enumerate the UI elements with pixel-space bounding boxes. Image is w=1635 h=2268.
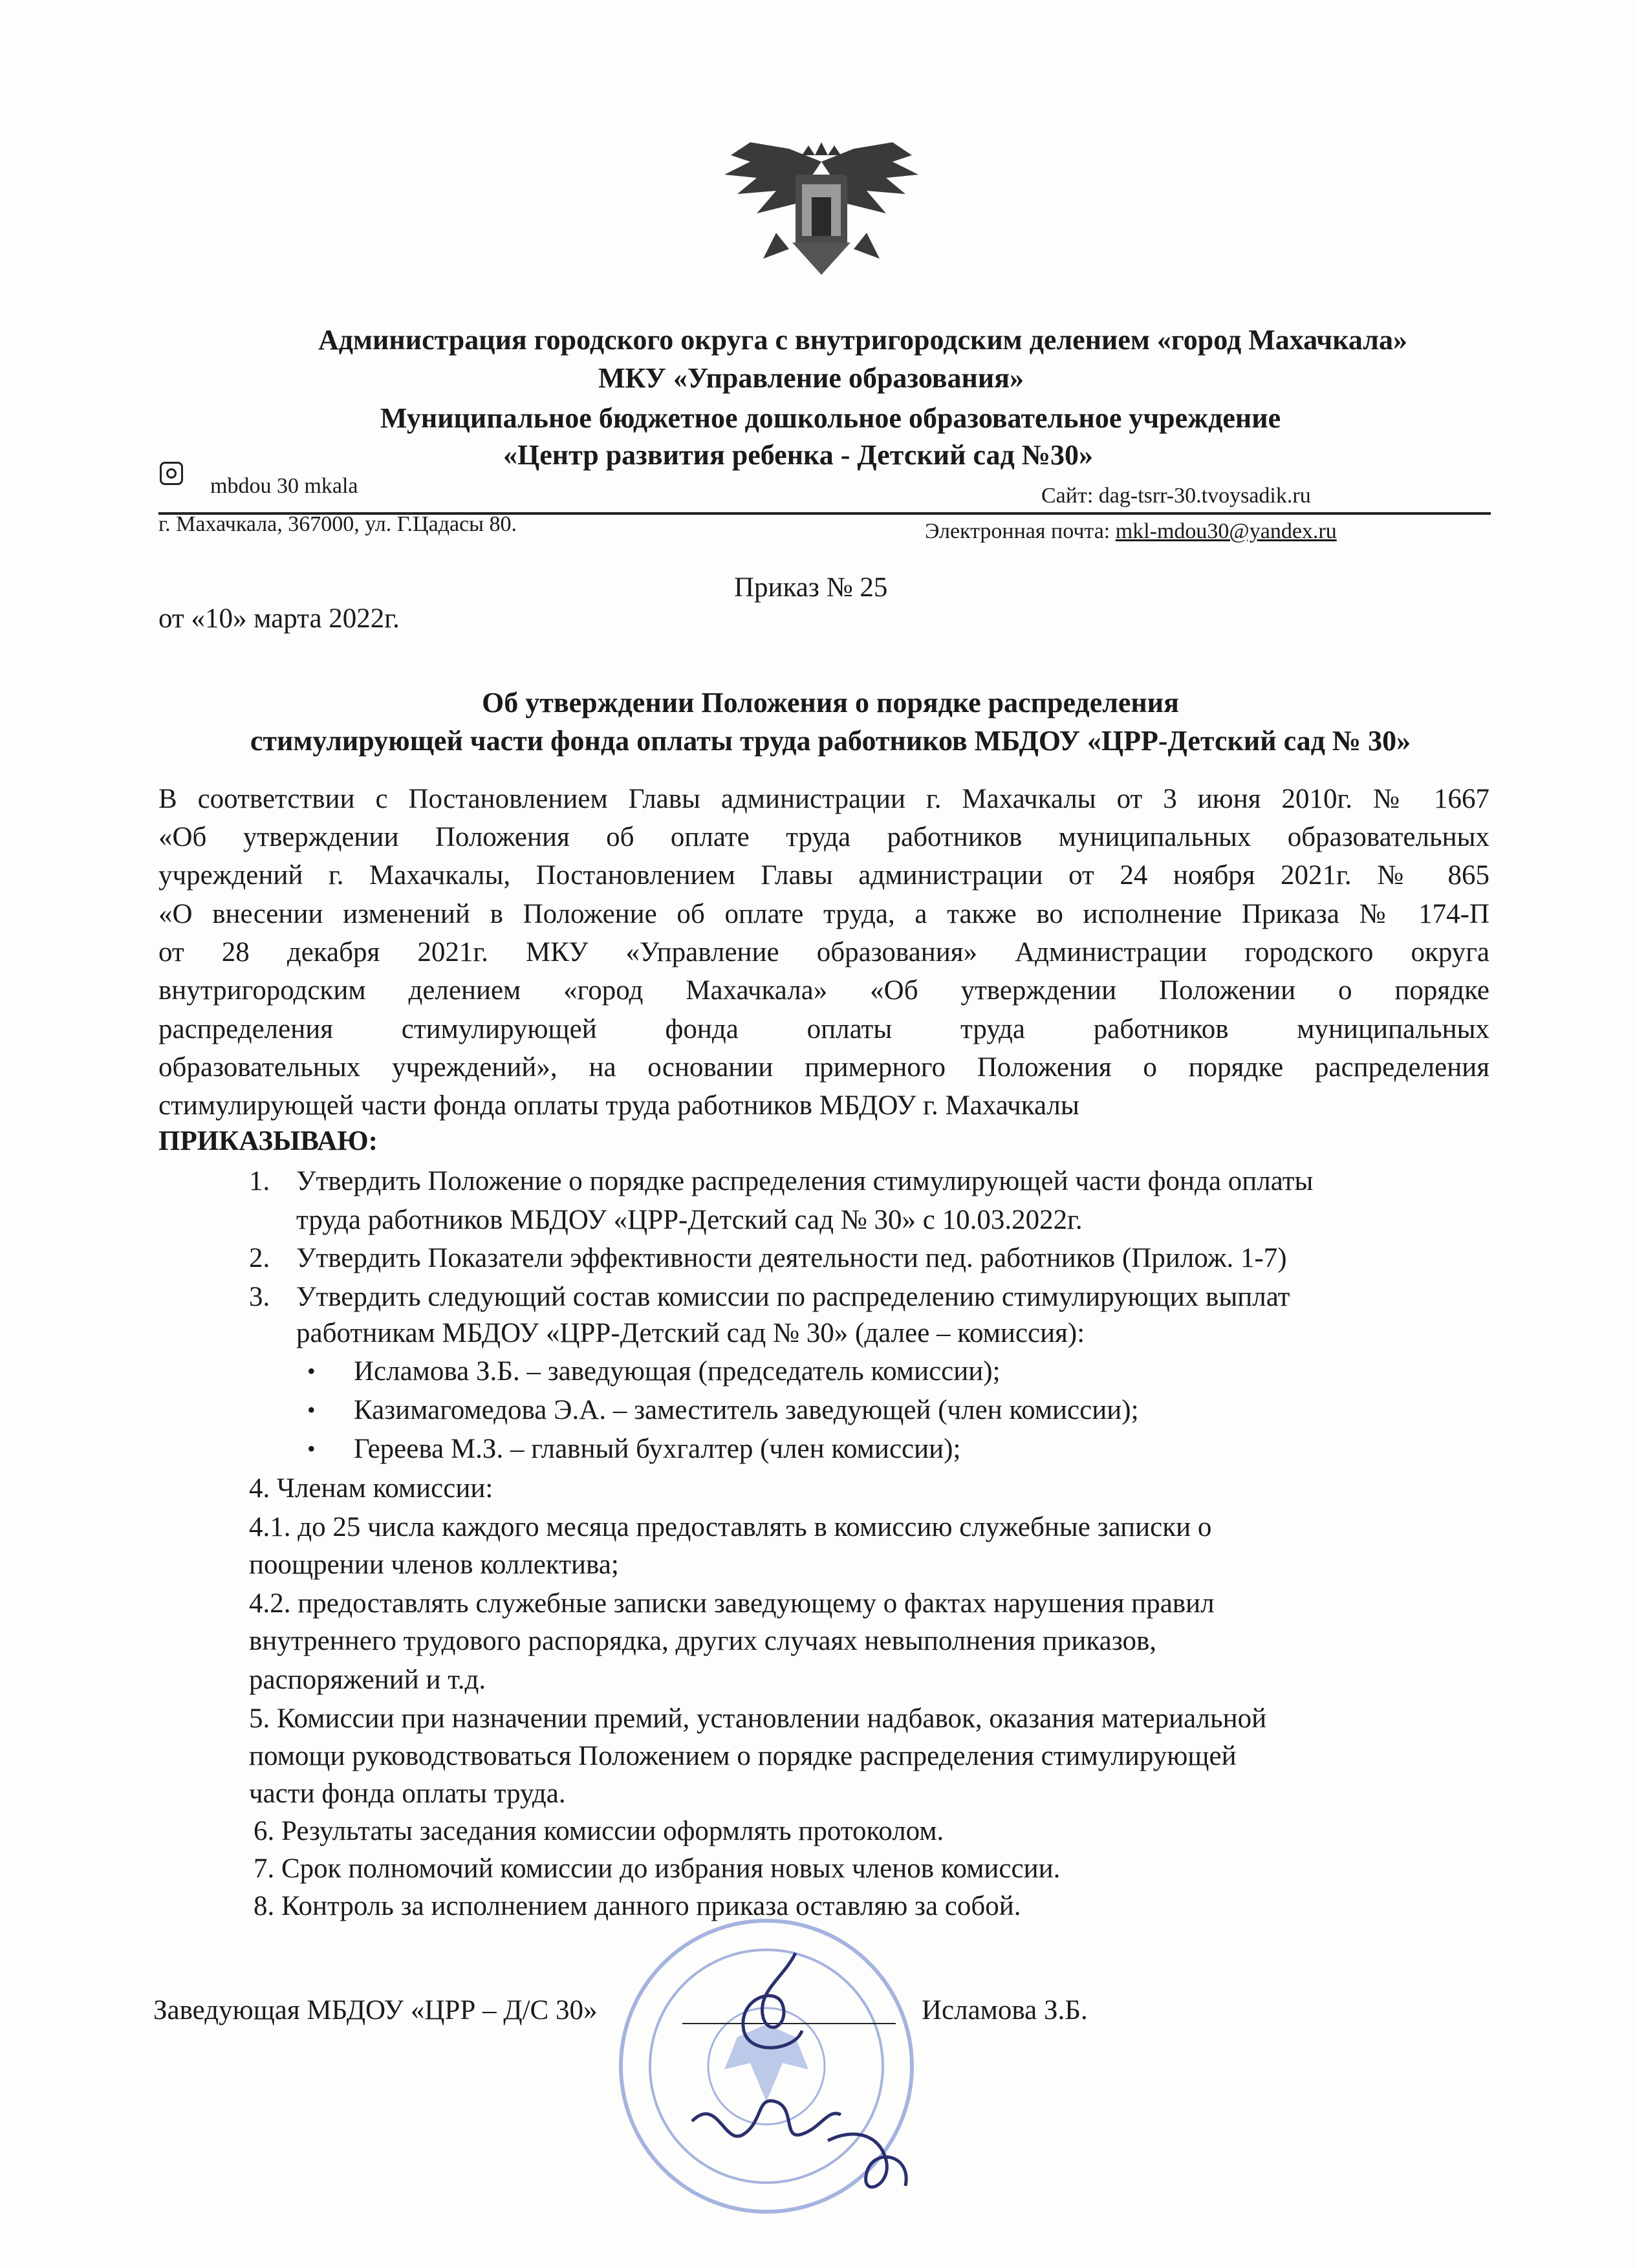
item-5-line: помощи руководствоваться Положением о порядке распределения стимулирующей	[249, 1741, 1237, 1771]
signature-position: Заведующая МБДОУ «ЦРР – Д/С 30»	[153, 1995, 598, 2025]
preamble-line: от 28 декабря 2021г. МКУ «Управление образования» Администрации городского округа	[158, 937, 1489, 967]
email-label: Электронная почта:	[925, 519, 1110, 543]
email-link[interactable]: mkl-mdou30@yandex.ru	[1115, 519, 1337, 543]
member-item: Исламова З.Б. – заведующая (председатель комиссии);	[354, 1356, 1001, 1387]
item-8: 8. Контроль за исполнением данного приказа оставляю за собой.	[254, 1891, 1021, 1921]
preamble-line: образовательных учреждений», на основании примерного Положения о порядке распределения	[158, 1052, 1489, 1083]
header-department: МКУ «Управление образования»	[598, 362, 1024, 394]
preamble-line: В соответствии с Постановлением Главы администрации г. Махачкалы от 3 июня 2010г. № 1667	[158, 784, 1489, 814]
item-4-2-line: внутреннего трудового распорядка, других случаях невыполнения приказов,	[249, 1626, 1157, 1656]
address: г. Махачкала, 367000, ул. Г.Цадасы 80.	[158, 512, 517, 536]
item-3-line1: Утвердить следующий состав комиссии по распределению стимулирующих выплат	[296, 1282, 1290, 1312]
site-label: Сайт:	[1041, 484, 1094, 508]
preamble-line: «О внесении изменений в Положение об оплате труда, а также во исполнение Приказа № 174-П	[158, 899, 1489, 929]
site-link[interactable]: dag-tsrr-30.tvoysadik.ru	[1098, 484, 1311, 508]
item-1-line2: труда работников МБДОУ «ЦРР-Детский сад № 30» с 10.03.2022г.	[296, 1205, 1083, 1235]
item-2-line1: Утвердить Показатели эффективности деятельности пед. работников (Прилож. 1-7)	[296, 1243, 1287, 1273]
preamble-line: внутригородским делением «город Махачкала» «Об утверждении Положении о порядке	[158, 975, 1489, 1006]
order-title-line2: стимулирующей части фонда оплаты труда работников МБДОУ «ЦРР-Детский сад № 30»	[250, 725, 1411, 757]
item-number: 3.	[249, 1282, 270, 1312]
item-6: 6. Результаты заседания комиссии оформлять протоколом.	[254, 1816, 944, 1846]
item-4-1-line: 4.1. до 25 числа каждого месяца предоставлять в комиссию служебные записки о	[249, 1512, 1212, 1542]
item-3-line2: работникам МБДОУ «ЦРР-Детский сад № 30» (далее – комиссия):	[296, 1318, 1085, 1348]
email-line	[925, 519, 1337, 544]
item-1-line1: Утвердить Положение о порядке распределения стимулирующей части фонда оплаты	[296, 1166, 1314, 1196]
bullet-icon: •	[307, 1436, 316, 1462]
signature-name: Исламова З.Б.	[922, 1995, 1088, 2025]
preamble-line: учреждений г. Махачкалы, Постановлением Главы администрации от 24 ноября 2021г. № 865	[158, 860, 1489, 891]
site-line	[1041, 484, 1311, 508]
instagram-icon	[160, 462, 183, 485]
member-item: Гереева М.З. – главный бухгалтер (член комиссии);	[354, 1434, 961, 1464]
member-item: Казимагомедова Э.А. – заместитель заведующей (член комиссии);	[354, 1395, 1139, 1425]
order-title-line1: Об утверждении Положения о порядке распределения	[482, 687, 1179, 718]
preamble-line: стимулирующей части фонда оплаты труда работников МБДОУ г. Махачкалы	[158, 1090, 1079, 1121]
item-7: 7. Срок полномочий комиссии до избрания новых членов комиссии.	[254, 1853, 1061, 1884]
order-word: ПРИКАЗЫВАЮ:	[158, 1126, 378, 1156]
item-5-line: 5. Комиссии при назначении премий, установлении надбавок, оказания материальной	[249, 1703, 1267, 1734]
handwritten-signature-icon	[666, 1940, 938, 2218]
header-institution-name: «Центр развития ребенка - Детский сад №30»	[503, 439, 1093, 471]
order-date: от «10» марта 2022г.	[158, 603, 400, 634]
order-number: Приказ № 25	[734, 572, 888, 603]
bullet-icon: •	[307, 1358, 316, 1384]
item-4-1-line: поощрении членов коллектива;	[249, 1550, 619, 1580]
item-4-2-line: распоряжений и т.д.	[249, 1665, 486, 1695]
preamble-line: «Об утверждении Положения об оплате труда работников муниципальных образовательных	[158, 822, 1489, 852]
item-4: 4. Членам комиссии:	[249, 1473, 493, 1504]
item-5-line: части фонда оплаты труда.	[249, 1778, 566, 1809]
instagram-handle: mbdou 30 mkala	[210, 474, 358, 498]
header-administration: Администрация городского округа с внутригородским делением «город Махачкала»	[318, 324, 1407, 356]
coat-of-arms-icon	[711, 136, 931, 297]
preamble-line: распределения стимулирующей фонда оплаты труда работников муниципальных	[158, 1014, 1489, 1044]
item-number: 1.	[249, 1166, 270, 1196]
bullet-icon: •	[307, 1397, 316, 1423]
item-number: 2.	[249, 1243, 270, 1273]
item-4-2-line: 4.2. предоставлять служебные записки заведующему о фактах нарушения правил	[249, 1588, 1215, 1619]
header-institution-type: Муниципальное бюджетное дошкольное образовательное учреждение	[380, 402, 1281, 434]
